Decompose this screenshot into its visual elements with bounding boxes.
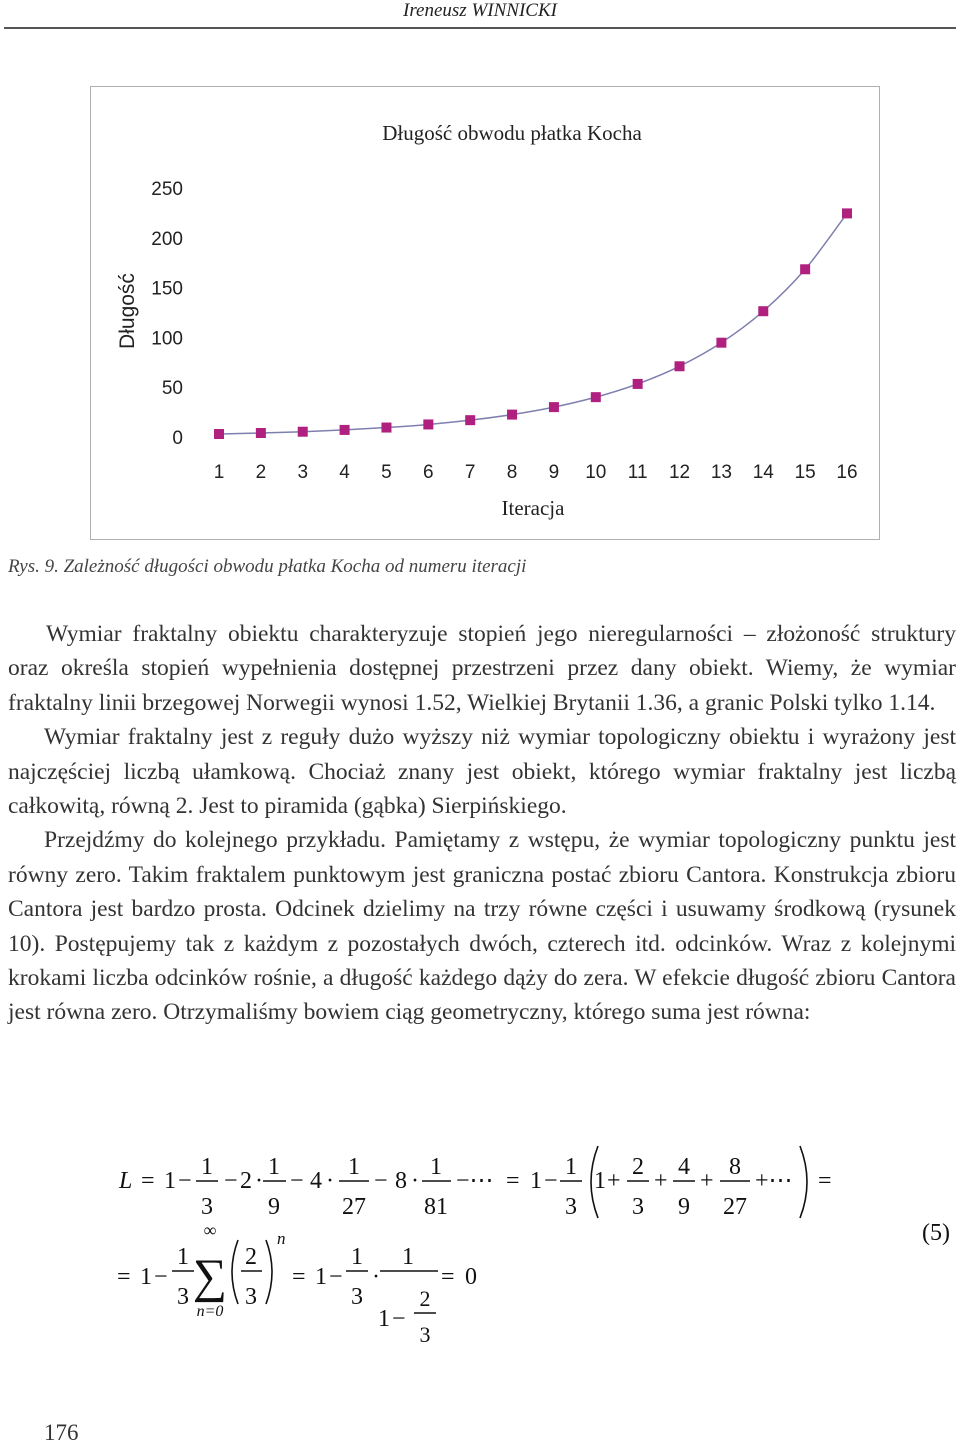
eq-s12-num: 2 [245,1244,257,1270]
page-number [44,1420,79,1446]
eq-plus-2: + [654,1168,668,1194]
eq-f2-num: 1 [268,1154,280,1180]
x-tick-label: 14 [752,462,774,483]
eq-g-den: 3 [565,1194,577,1220]
y-axis-label: Długość [116,273,139,349]
eq-sum-symbol: ∑ [192,1250,228,1303]
eq-left-paren-2 [232,1240,238,1304]
eq-s12-den: 3 [245,1284,257,1310]
eq-f1-num: 1 [201,1154,213,1180]
equation-5 [0,1120,960,1360]
eq-c4: 8 [395,1168,407,1194]
eq-equals-2: = [506,1168,520,1194]
eq-right-paren-1 [800,1146,807,1218]
x-tick-label: 8 [506,462,518,483]
x-tick-label: 6 [423,462,434,483]
eq-big-num: 1 [402,1244,414,1270]
eq-g-num: 1 [565,1154,577,1180]
x-tick-label: 10 [585,462,607,483]
eq-L: L [119,1168,133,1194]
eq-equals-6: = [441,1264,455,1290]
y-tick-label: 200 [151,228,183,250]
eq-one-1: 1 [164,1168,176,1194]
data-point-marker [549,402,559,412]
data-point-marker [675,361,685,371]
data-point-marker [465,415,475,425]
y-tick-label: 100 [151,328,183,350]
eq-dots: −⋯ [456,1168,494,1194]
data-point-marker [298,427,308,437]
x-tick-label: 3 [297,462,309,483]
x-tick-label: 12 [668,462,691,483]
x-tick-label: 13 [710,462,732,483]
eq-cdot-3: · [411,1168,419,1194]
data-point-marker [214,429,224,439]
data-point-marker [633,379,643,389]
eq-one-2: 1 [530,1168,542,1194]
eq-f2-den: 9 [268,1194,280,1220]
x-tick-label: 16 [836,462,858,483]
paragraph-2: Wymiar fraktalny jest z reguły dużo wyższy niż wymiar topologiczny obiektu i wyrażony jest najczęściej liczbą ułamkową. Chociaż znany jest obiekt, którego wymiar fraktalny jest liczbą całkowitą, równą 2. Jest to piramida (gąbka) Sierpińskiego. [8,724,956,820]
y-tick-label: 250 [151,179,183,200]
eq-equals-3: = [818,1168,832,1194]
eq-f3-den: 27 [342,1194,366,1220]
chart-title: Długość obwodu płatka Kocha [382,121,642,145]
x-tick-label: 5 [381,462,392,483]
eq-one-4: 1 [140,1264,152,1290]
eq-c2: 2 [240,1168,252,1194]
eq-big-den-one: 1 [378,1306,390,1332]
eq-equals-1: = [141,1168,155,1194]
eq-plus-3: + [700,1168,714,1194]
eq-sum-lower: n=0 [196,1303,224,1320]
eq-plusdots: +⋯ [755,1168,793,1194]
running-title: Ireneusz WINNICKI [403,0,557,21]
paragraph-1: Wymiar fraktalny obiektu charakteryzuje stopień jego nieregularności – złożoność struktury oraz określa stopień wypełnienia dostępnej przestrzeni przez dany obiekt. Wiemy, że wymiar fraktalny linii brzegowej Norwegii wynosi 1.52, Wielkiej Brytanii 1.36, a granic Polski tylko 1.14. [8,621,956,716]
figure-caption [8,556,948,578]
eq-minus-2: − [224,1168,238,1194]
body-text [8,617,956,1030]
eq-right-paren-2 [266,1240,272,1304]
eq-sum-upper: ∞ [203,1220,217,1240]
eq-number: (5) [922,1220,950,1246]
eq-s1-den: 3 [632,1194,644,1220]
eq-zero: 0 [465,1264,477,1290]
data-point-marker [800,264,810,274]
eq-cdot-2: · [326,1168,334,1194]
eq-minus-4: − [374,1168,388,1194]
trend-line [219,213,847,434]
data-point-marker [507,410,517,420]
eq-cdot-4: · [372,1264,380,1290]
eq-one-5: 1 [315,1264,327,1290]
x-axis-label: Iteracja [501,496,565,520]
eq-s2-den: 9 [678,1194,690,1220]
x-tick-label: 7 [464,462,476,483]
eq-g2-num: 1 [177,1244,189,1270]
eq-g3-num: 1 [351,1244,363,1270]
y-tick-label: 150 [151,278,183,300]
eq-f3-num: 1 [348,1154,360,1180]
eq-s2-num: 4 [678,1154,690,1180]
eq-f4-num: 1 [430,1154,442,1180]
eq-equals-5: = [292,1264,306,1290]
x-tick-label: 4 [339,462,350,483]
data-point-marker [256,428,266,438]
data-point-marker [423,419,433,429]
koch-chart [90,86,880,540]
paragraph-3: Przejdźmy do kolejnego przykładu. Pamiętamy z wstępu, że wymiar topologiczny punktu jest równy zero. Takim fraktalem punktowym jest graniczna postać zbioru Cantora. Konstrukcja zbioru Cantora jest bardzo prosta. Odcinek dzielimy na trzy równe części i usuwamy środkową (rysunek 10). Postępujemy tak z każdym z pozostałych dwóch, czterech itd. odcinków. Wraz z kolejnymi krokami liczba odcinków rośnie, a długość każdego dąży do zera. W efekcie długość zbioru Cantora jest równa zero. Otrzymaliśmy bowiem ciąg geometryczny, którego suma jest równa: [8,827,956,1026]
data-point-marker [842,208,852,218]
y-tick-label: 50 [161,378,183,400]
data-point-marker [381,423,391,433]
eq-s1-num: 2 [632,1154,644,1180]
y-tick-label: 0 [172,428,183,449]
figure-caption-text: Rys. 9. Zależność długości obwodu płatka Kocha od numeru iteracji [8,556,527,577]
x-tick-label: 1 [213,462,225,483]
eq-power: n [277,1229,286,1248]
x-tick-labels [214,462,858,483]
eq-minus-1: − [178,1168,192,1194]
eq-one-3: 1 [594,1168,606,1194]
x-tick-label: 15 [794,462,816,483]
data-point-marker [716,338,726,348]
eq-c3: 4 [310,1168,322,1194]
eq-minus-6: − [154,1264,168,1290]
x-tick-label: 11 [627,462,648,483]
eq-f1-den: 3 [201,1194,213,1220]
chart-canvas [91,87,879,539]
data-point-marker [340,425,350,435]
eq-minus-3: − [290,1168,304,1194]
eq-minus-7: − [329,1264,343,1290]
y-tick-labels [151,179,183,449]
data-point-marker [591,392,601,402]
eq-inner-num: 2 [419,1286,431,1311]
x-tick-label: 9 [548,462,560,483]
eq-f4-den: 81 [424,1194,448,1220]
eq-s3-num: 8 [729,1154,741,1180]
eq-big-den-minus: − [392,1306,406,1332]
eq-plus-1: + [607,1168,621,1194]
eq-g3-den: 3 [351,1284,363,1310]
eq-g2-den: 3 [177,1284,189,1310]
data-markers [214,208,852,439]
x-tick-label: 2 [255,462,267,483]
header-rule [4,27,956,29]
eq-cdot-1: · [255,1168,263,1194]
eq-inner-den: 3 [419,1322,431,1347]
eq-s3-den: 27 [723,1194,747,1220]
data-point-marker [758,306,768,316]
eq-minus-5: − [544,1168,558,1194]
page-number-text: 176 [44,1420,79,1445]
running-header [0,0,960,22]
eq-equals-4: = [117,1264,131,1290]
